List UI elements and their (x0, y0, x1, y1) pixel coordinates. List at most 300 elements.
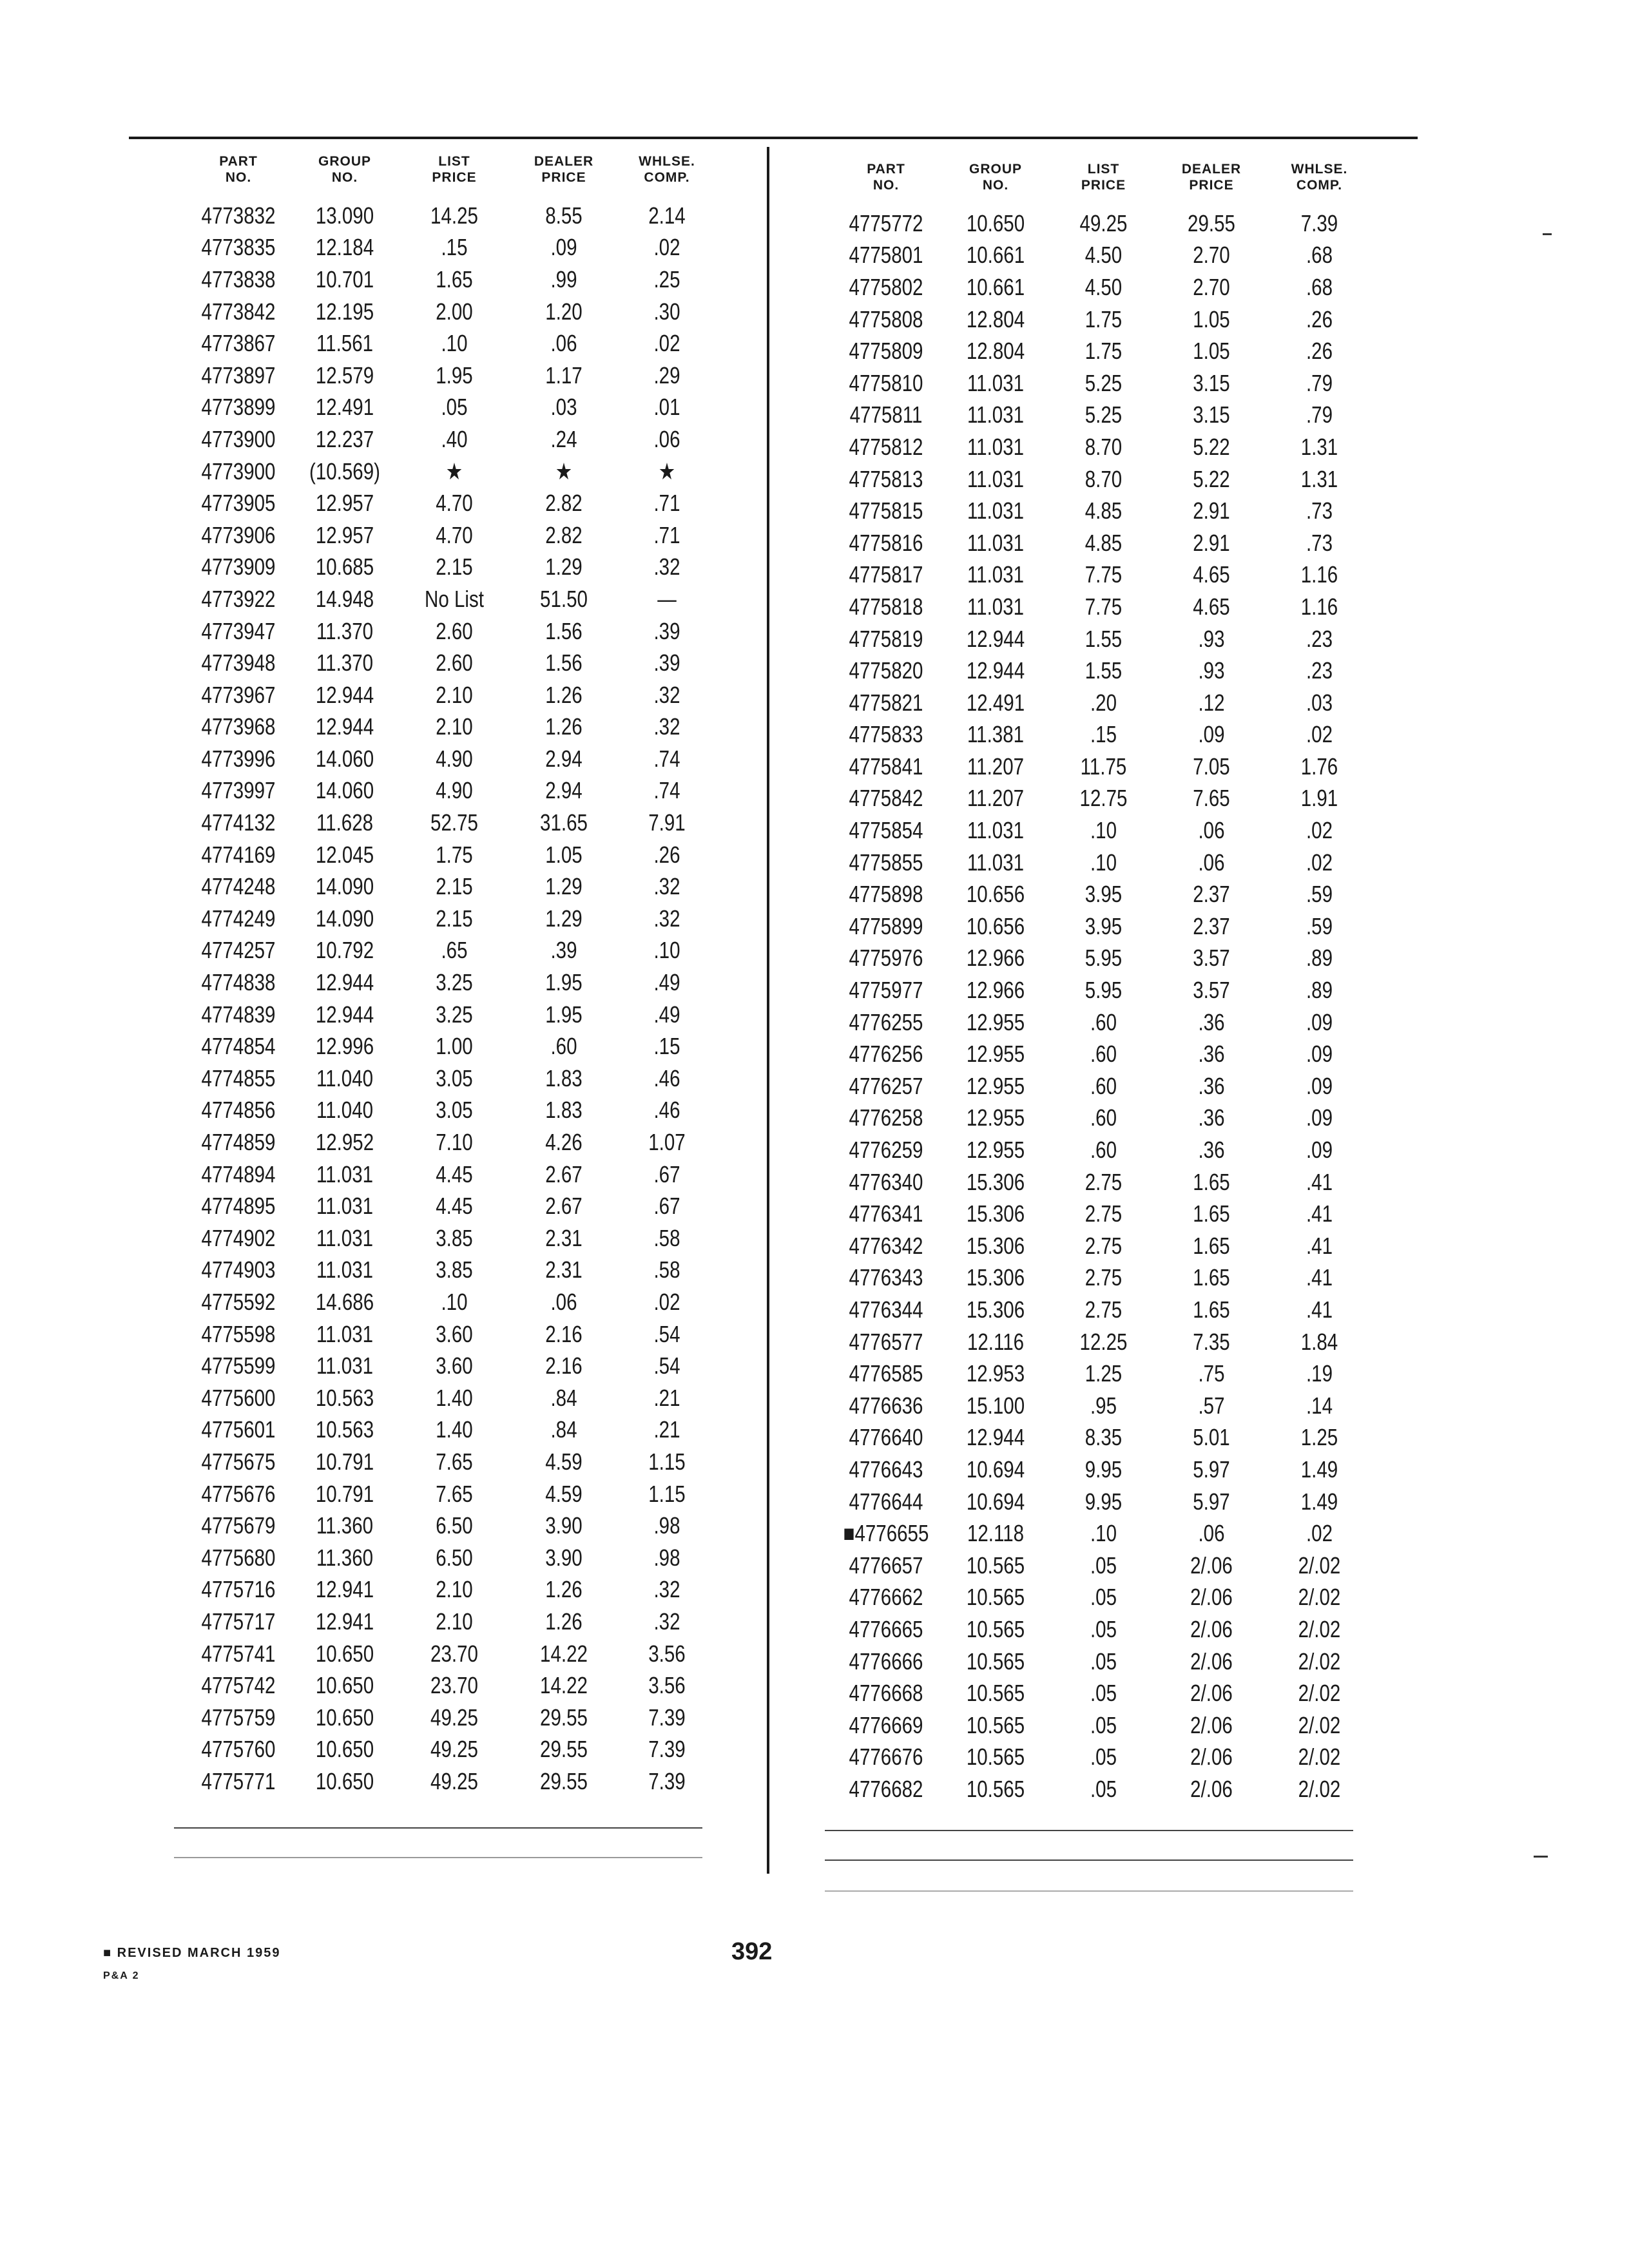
table-cell: 11.370 (316, 617, 374, 644)
left-column-header: PART NO. (219, 154, 258, 185)
table-cell: 2.75 (1084, 1168, 1123, 1195)
table-row (831, 367, 1373, 399)
table-cell: 12.491 (315, 394, 374, 421)
table-cell: 1.25 (1300, 1424, 1338, 1451)
table-cell: 5.97 (1193, 1456, 1230, 1483)
table-cell: .67 (653, 1160, 680, 1187)
table-cell: 2.75 (1084, 1264, 1123, 1291)
table-cell: .09 (1306, 1008, 1333, 1035)
table-cell: 2/.06 (1190, 1584, 1233, 1611)
table-cell: 4773948 (201, 649, 276, 677)
table-cell: 2.91 (1193, 529, 1230, 556)
table-cell: 3.60 (436, 1352, 473, 1379)
table-cell: 3.05 (436, 1097, 473, 1124)
table-cell: 10.685 (315, 553, 374, 581)
table-cell: 8.35 (1084, 1424, 1123, 1451)
table-cell: 12.953 (966, 1360, 1025, 1387)
table-row (187, 1062, 715, 1095)
table-cell: 2/.06 (1190, 1615, 1233, 1642)
table-cell: .36 (1198, 1041, 1225, 1068)
table-row (187, 1478, 715, 1510)
table-cell: .12 (1198, 689, 1225, 716)
left-end-rule-faint (174, 1857, 702, 1858)
table-row (187, 232, 715, 264)
table-row (187, 1734, 715, 1766)
table-cell: 4.59 (545, 1480, 583, 1507)
table-cell: .65 (441, 937, 468, 964)
table-cell: 4775592 (201, 1288, 276, 1315)
table-cell: 1.40 (436, 1384, 473, 1411)
table-cell: .30 (653, 298, 680, 325)
table-cell: 12.955 (966, 1072, 1025, 1099)
table-cell: .54 (653, 1352, 680, 1379)
table-cell: .32 (653, 1576, 680, 1603)
table-row (187, 935, 715, 967)
table-row (831, 1550, 1373, 1582)
left-column-header: WHLSE. COMP. (639, 154, 695, 185)
table-cell: 4776343 (849, 1264, 923, 1291)
table-row (831, 814, 1373, 847)
table-cell: .39 (653, 617, 680, 644)
table-cell: 3.85 (436, 1224, 473, 1251)
table-row (187, 1318, 715, 1350)
table-cell: 15.306 (966, 1296, 1025, 1323)
table-cell: .26 (1306, 338, 1333, 365)
table-cell: 12.957 (315, 521, 374, 548)
table-cell: 8.70 (1084, 465, 1123, 492)
table-cell: 1.29 (545, 553, 583, 581)
table-cell: 4776344 (849, 1296, 923, 1323)
table-cell: 2.94 (545, 777, 583, 804)
page-number: 392 (731, 1938, 773, 1965)
table-cell: 1.29 (545, 905, 583, 932)
table-row (831, 1709, 1373, 1742)
table-cell: .60 (1090, 1137, 1117, 1164)
table-cell: 1.29 (545, 873, 583, 900)
table-cell: .05 (1090, 1615, 1117, 1642)
table-cell: 11.207 (967, 753, 1025, 780)
table-cell: 1.56 (545, 649, 583, 677)
table-cell: 4773842 (201, 298, 276, 325)
table-cell: 4776640 (849, 1424, 923, 1451)
table-cell: 4.59 (545, 1448, 583, 1475)
table-cell: .67 (653, 1193, 680, 1220)
table-cell: 11.031 (316, 1193, 374, 1220)
table-cell: 12.944 (315, 1001, 374, 1028)
table-cell: 29.55 (540, 1704, 588, 1731)
table-cell: .36 (1198, 1072, 1225, 1099)
table-cell: .15 (1090, 721, 1117, 748)
table-cell: 4774902 (201, 1224, 276, 1251)
table-row (187, 615, 715, 648)
table-cell: 31.65 (540, 809, 588, 836)
table-row (187, 1574, 715, 1606)
table-cell: 14.22 (540, 1672, 588, 1699)
table-cell: 4775598 (201, 1320, 276, 1347)
table-cell: 1.05 (1193, 338, 1230, 365)
table-cell: .06 (550, 1288, 577, 1315)
table-cell: 1.95 (436, 361, 473, 389)
table-cell: 7.75 (1084, 561, 1123, 588)
table-cell: 3.56 (648, 1640, 686, 1667)
table-cell: 5.95 (1084, 945, 1123, 972)
table-cell: 4776682 (849, 1775, 923, 1802)
table-cell: .06 (1198, 817, 1225, 844)
table-cell: 1.16 (1300, 561, 1338, 588)
right-end-rule (825, 1830, 1353, 1831)
table-cell: .36 (1198, 1104, 1225, 1131)
table-cell: 14.090 (315, 873, 374, 900)
table-row (831, 1166, 1373, 1198)
table-cell: 7.65 (1193, 785, 1230, 812)
table-cell: 4775742 (201, 1672, 276, 1699)
left-price-table (187, 153, 715, 1798)
table-cell: 4775599 (201, 1352, 276, 1379)
table-cell: .58 (653, 1256, 680, 1283)
table-cell: 3.15 (1193, 401, 1230, 428)
table-cell: 4773838 (201, 265, 276, 293)
table-cell: 4774903 (201, 1256, 276, 1283)
table-cell: .68 (1306, 242, 1333, 269)
table-cell: .05 (1090, 1584, 1117, 1611)
table-cell: .89 (1306, 945, 1333, 972)
table-cell: 1.07 (648, 1129, 686, 1156)
table-cell: 1.26 (545, 1576, 583, 1603)
table-cell: 1.65 (1193, 1264, 1230, 1291)
table-cell: .02 (653, 234, 680, 261)
table-cell: 5.97 (1193, 1488, 1230, 1515)
right-price-table (831, 153, 1373, 1805)
table-cell: 10.694 (966, 1456, 1025, 1483)
table-cell: .73 (1306, 529, 1333, 556)
right-column-header: LIST PRICE (1081, 162, 1126, 193)
table-cell: 11.360 (316, 1512, 374, 1539)
right-column-header: GROUP NO. (969, 162, 1022, 193)
table-row (187, 487, 715, 519)
table-cell: 4775809 (849, 338, 923, 365)
table-cell: 7.05 (1193, 753, 1230, 780)
table-row (831, 974, 1373, 1006)
table-cell: 2/.02 (1298, 1648, 1341, 1675)
table-cell: .73 (1306, 497, 1333, 524)
table-cell: 5.01 (1193, 1424, 1230, 1451)
table-cell: 11.031 (316, 1320, 374, 1347)
table-cell: 4775842 (849, 785, 923, 812)
table-cell: 1.26 (545, 681, 583, 708)
left-end-rule (174, 1827, 702, 1829)
table-cell: 4775601 (201, 1416, 276, 1443)
table-cell: No List (425, 585, 484, 612)
table-cell: 49.25 (1079, 209, 1128, 236)
table-cell: .29 (653, 361, 680, 389)
table-row (831, 495, 1373, 527)
table-cell: .60 (1090, 1072, 1117, 1099)
table-cell: 15.100 (966, 1392, 1025, 1419)
table-cell: 49.25 (430, 1704, 478, 1731)
table-cell: 4775899 (849, 912, 923, 939)
table-cell: 1.83 (545, 1097, 583, 1124)
table-cell: 2.15 (436, 873, 473, 900)
table-row (831, 463, 1373, 495)
table-row (831, 431, 1373, 463)
table-cell: 4774894 (201, 1160, 276, 1187)
table-row (831, 847, 1373, 879)
table-cell: 4775717 (201, 1608, 276, 1635)
table-cell: .02 (1306, 1520, 1333, 1547)
table-cell: 2.37 (1193, 912, 1230, 939)
table-cell: 12.944 (966, 625, 1025, 652)
table-cell: 12.957 (315, 490, 374, 517)
table-cell: .36 (1198, 1008, 1225, 1035)
table-cell: 2.67 (545, 1193, 583, 1220)
table-cell: .32 (653, 905, 680, 932)
table-cell: 12.955 (966, 1008, 1025, 1035)
table-cell: 11.031 (967, 369, 1025, 396)
table-cell: 23.70 (430, 1640, 478, 1667)
table-cell: .60 (1090, 1008, 1117, 1035)
table-row (187, 743, 715, 775)
table-cell: 4775760 (201, 1736, 276, 1763)
table-row (187, 1382, 715, 1414)
table-row (187, 1222, 715, 1254)
table-cell: 12.237 (315, 425, 374, 452)
table-cell: .41 (1306, 1200, 1333, 1227)
table-cell: 4773900 (201, 425, 276, 452)
table-cell: 3.56 (648, 1672, 686, 1699)
table-cell: 2/.06 (1190, 1711, 1233, 1738)
table-cell: 4775808 (849, 305, 923, 332)
table-cell: 11.031 (316, 1224, 374, 1251)
table-cell: 11.031 (967, 529, 1025, 556)
table-cell: 4774838 (201, 969, 276, 996)
right-column-header: PART NO. (867, 162, 905, 193)
table-row (831, 335, 1373, 367)
table-cell: 10.650 (315, 1736, 374, 1763)
table-cell: 4775819 (849, 625, 923, 652)
table-cell: 4775841 (849, 753, 923, 780)
table-cell: .32 (653, 553, 680, 581)
table-cell: 3.90 (545, 1544, 583, 1571)
table-cell: 4775801 (849, 242, 923, 269)
table-cell: 4776643 (849, 1456, 923, 1483)
table-cell: 10.650 (315, 1640, 374, 1667)
table-cell: 13.090 (315, 202, 374, 229)
table-cell: 10.563 (315, 1416, 374, 1443)
table-cell: 5.22 (1193, 465, 1230, 492)
table-cell: 4.45 (436, 1193, 473, 1220)
table-cell: 12.75 (1079, 785, 1128, 812)
table-cell: 10.565 (966, 1711, 1025, 1738)
table-cell: 2/.02 (1298, 1711, 1341, 1738)
table-cell: .58 (653, 1224, 680, 1251)
table-cell: .06 (1198, 1520, 1225, 1547)
table-cell: 4776636 (849, 1392, 923, 1419)
table-cell: 12.184 (315, 234, 374, 261)
table-cell: 2/.06 (1190, 1648, 1233, 1675)
table-cell: .75 (1198, 1360, 1225, 1387)
table-cell: 12.941 (315, 1576, 374, 1603)
table-row (187, 679, 715, 711)
table-cell: 10.565 (966, 1584, 1025, 1611)
table-cell: 7.39 (1300, 209, 1338, 236)
table-row (831, 1646, 1373, 1678)
table-cell: 1.16 (1300, 593, 1338, 620)
right-table-header (831, 161, 1373, 204)
table-cell: 4.85 (1084, 497, 1123, 524)
table-row (831, 1582, 1373, 1614)
table-cell: 5.95 (1084, 977, 1123, 1004)
table-cell: .15 (441, 234, 468, 261)
table-cell: 4.45 (436, 1160, 473, 1187)
table-cell: 10.565 (966, 1615, 1025, 1642)
table-cell: .09 (1198, 721, 1225, 748)
table-cell: 4775977 (849, 977, 923, 1004)
table-cell: 4775817 (849, 561, 923, 588)
table-cell: 4776585 (849, 1360, 923, 1387)
table-cell: 11.040 (316, 1097, 374, 1124)
table-row (187, 1542, 715, 1574)
table-cell: 7.39 (648, 1704, 686, 1731)
table-cell: 4774132 (201, 809, 276, 836)
table-cell: .25 (653, 265, 680, 293)
table-cell: — (657, 585, 677, 612)
table-cell: .68 (1306, 273, 1333, 300)
table-cell: 7.35 (1193, 1328, 1230, 1355)
table-cell: 11.031 (967, 497, 1025, 524)
table-cell: 2/.06 (1190, 1744, 1233, 1771)
table-cell: 2.16 (545, 1320, 583, 1347)
table-cell: .95 (1090, 1392, 1117, 1419)
table-row (187, 711, 715, 744)
table-cell: 2.31 (545, 1256, 583, 1283)
table-cell: 2.10 (436, 681, 473, 708)
table-cell: .49 (653, 969, 680, 996)
table-cell: .15 (653, 1033, 680, 1060)
table-cell: 4.26 (545, 1129, 583, 1156)
table-row (831, 271, 1373, 303)
top-rule (129, 137, 1418, 139)
table-cell: .57 (1198, 1392, 1225, 1419)
table-cell: 1.25 (1084, 1360, 1123, 1387)
table-cell: 1.91 (1300, 785, 1338, 812)
table-cell: 4776662 (849, 1584, 923, 1611)
table-cell: 12.25 (1079, 1328, 1128, 1355)
form-code: P&A 2 (103, 1970, 140, 1981)
table-cell: 4776255 (849, 1008, 923, 1035)
table-cell: 11.031 (967, 433, 1025, 460)
table-cell: 52.75 (430, 809, 478, 836)
table-cell: 3.25 (436, 1001, 473, 1028)
table-cell: 9.95 (1084, 1488, 1123, 1515)
table-cell: 4775818 (849, 593, 923, 620)
table-cell: 12.996 (315, 1033, 374, 1060)
table-cell: .10 (441, 1288, 468, 1315)
table-row (187, 839, 715, 871)
table-cell: 6.50 (436, 1512, 473, 1539)
table-cell: .05 (1090, 1744, 1117, 1771)
table-row (831, 1198, 1373, 1230)
table-cell: 4.70 (436, 521, 473, 548)
table-cell: .32 (653, 713, 680, 740)
table-cell: 2.75 (1084, 1232, 1123, 1259)
table-cell: 1.05 (545, 841, 583, 868)
table-cell: .23 (1306, 657, 1333, 684)
table-cell: .74 (653, 745, 680, 772)
table-cell: 2.00 (436, 298, 473, 325)
table-cell: .36 (1198, 1137, 1225, 1164)
table-cell: 4775820 (849, 657, 923, 684)
table-cell: 4775816 (849, 529, 923, 556)
table-cell: 3.95 (1084, 912, 1123, 939)
table-cell: .14 (1306, 1392, 1333, 1419)
table-cell: 4774257 (201, 937, 276, 964)
table-cell: .59 (1306, 912, 1333, 939)
table-cell: 4775679 (201, 1512, 276, 1539)
table-cell: 12.804 (966, 305, 1025, 332)
table-cell: 49.25 (430, 1736, 478, 1763)
table-cell: 1.76 (1300, 753, 1338, 780)
table-cell: .02 (1306, 721, 1333, 748)
table-cell: 2.70 (1193, 242, 1230, 269)
table-cell: 4.65 (1193, 593, 1230, 620)
table-cell: .09 (1306, 1104, 1333, 1131)
table-cell: 2.94 (545, 745, 583, 772)
table-cell: 11.031 (967, 561, 1025, 588)
table-cell: 4775741 (201, 1640, 276, 1667)
table-cell: 12.955 (966, 1041, 1025, 1068)
table-cell: 4775898 (849, 881, 923, 908)
table-cell: 3.05 (436, 1064, 473, 1091)
table-cell: 10.565 (966, 1680, 1025, 1707)
table-cell: .98 (653, 1544, 680, 1571)
table-cell: 1.26 (545, 713, 583, 740)
table-cell: 12.955 (966, 1104, 1025, 1131)
table-cell: .05 (1090, 1711, 1117, 1738)
table-row (187, 1669, 715, 1702)
table-cell: .09 (1306, 1072, 1333, 1099)
table-cell: 3.85 (436, 1256, 473, 1283)
table-cell: 1.83 (545, 1064, 583, 1091)
table-cell: 2.37 (1193, 881, 1230, 908)
table-cell: .49 (653, 1001, 680, 1028)
table-cell: .84 (550, 1384, 577, 1411)
table-cell: 2.10 (436, 713, 473, 740)
table-cell: 4775812 (849, 433, 923, 460)
table-row (831, 878, 1373, 910)
table-cell: .19 (1306, 1360, 1333, 1387)
table-cell: 12.966 (966, 977, 1025, 1004)
table-cell: 15.306 (966, 1264, 1025, 1291)
table-cell: 11.628 (316, 809, 374, 836)
table-cell: 4775855 (849, 849, 923, 876)
table-row (187, 1254, 715, 1287)
table-cell: 10.661 (966, 242, 1025, 269)
table-row (187, 807, 715, 839)
table-cell: 2/.02 (1298, 1584, 1341, 1611)
table-cell: .10 (1090, 817, 1117, 844)
table-cell: .93 (1198, 657, 1225, 684)
table-cell: 10.661 (966, 273, 1025, 300)
table-cell: 4775600 (201, 1384, 276, 1411)
table-cell: .10 (653, 937, 680, 964)
table-cell: .41 (1306, 1232, 1333, 1259)
table-cell: 2.67 (545, 1160, 583, 1187)
table-row (831, 1230, 1373, 1262)
table-cell: 7.39 (648, 1767, 686, 1794)
table-cell: 12.952 (315, 1129, 374, 1156)
table-cell: 10.791 (315, 1448, 374, 1475)
table-row (187, 1765, 715, 1798)
